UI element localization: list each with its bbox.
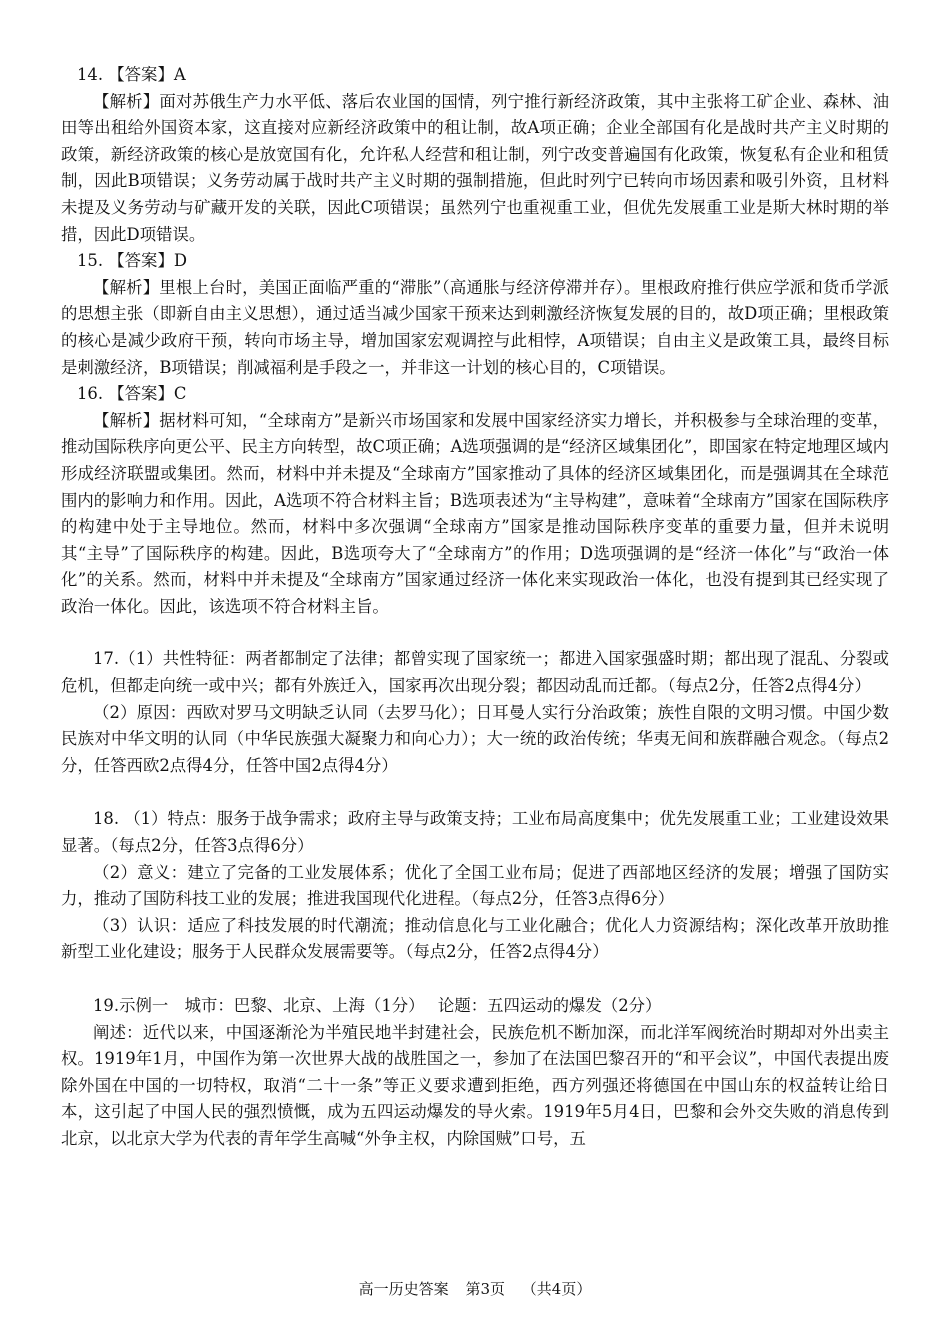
q17-part1: 17.（1）共性特征：两者都制定了法律；都曾实现了国家统一；都进入国家强盛时期；都出现了混乱、分裂或危机，但都走向统一或中兴；都有外族迁入，国家再次出现分裂；都因动乱而迁都。（每点2分，任答2点得4分） (61, 649, 889, 696)
q19-example: 19.示例一 城市：巴黎、北京、上海（1分） 论题：五四运动的爆发（2分） (93, 996, 662, 1015)
q18-part3: （3）认识：适应了科技发展的时代潮流；推动信息化与工业化融合；优化人力资源结构；深化改革开放助推新型工业化建设；服务于人民群众发展需要等。（每点2分，任答2点得4分） (61, 915, 889, 962)
footer-page: 第3页 (465, 1280, 505, 1298)
q15-analysis: 【解析】里根上台时，美国正面临严重的“滞胀”（高通胀与经济停滞并存）。里根政府推行供应学派和货币学派的思想主张（即新自由主义思想），通过适当减少国家干预来达到刺激经济恢复发展的目的，故D项正确；里根政策的核心是减少政府干预，转向市场主导，增加国家宏观调控与此相悖，A项错误；自由主义是政策工具，最终目标是刺激经济，B项错误；削减福利是手段之一，并非这一计划的核心目的，C项错误。 (61, 277, 889, 377)
spacer (61, 966, 889, 993)
q17-part2: （2）原因：西欧对罗马文明缺乏认同（去罗马化）；日耳曼人实行分治政策；族性自限的文明习惯。中国少数民族对中华文明的认同（中华民族强大凝聚力和向心力）；大一统的政治传统；华夷无间和族群融合观念。（每点2分，任答西欧2点得4分，任答中国2点得4分） (61, 702, 889, 775)
footer-total: （共4页） (521, 1280, 592, 1298)
page-footer (0, 1279, 950, 1299)
q19-essay: 阐述：近代以来，中国逐渐沦为半殖民地半封建社会，民族危机不断加深，而北洋军阀统治时期却对外出卖主权。1919年1月，中国作为第一次世界大战的战胜国之一，参加了在法国巴黎召开的“和平会议”，中国代表提出废除外国在中国的一切特权，取消“二十一条”等正义要求遭到拒绝，西方列强还将德国在中国山东的权益转让给日本，这引起了中国人民的强烈愤慨，成为五四运动爆发的导火索。1919年5月4日，巴黎和会外交失败的消息传到北京，以北京大学为代表的青年学生高喊“外争主权，内除国贼”口号，五 (61, 1022, 889, 1148)
spacer (61, 620, 889, 646)
q18-part1: 18. （1）特点：服务于战争需求；政府主导与政策支持；工业布局高度集中；优先发展重工业；工业建设效果显著。（每点2分，任答3点得6分） (61, 809, 889, 856)
q18-part2: （2）意义：建立了完备的工业发展体系；优化了全国工业布局；促进了西部地区经济的发展；增强了国防实力，推动了国防科技工业的发展；推进我国现代化进程。（每点2分，任答3点得6分） (61, 862, 889, 909)
q16-analysis: 【解析】据材料可知，“全球南方”是新兴市场国家和发展中国家经济实力增长，并积极参与全球治理的变革，推动国际秩序向更公平、民主方向转型，故C项正确；A选项强调的是“经济区域集团化”，即国家在特定地理区域内形成经济联盟或集团。然而，材料中并未提及“全球南方”国家推动了具体的经济区域集团化，而是强调其在全球范围内的影响力和作用。因此，A选项不符合材料主旨；B选项表述为“主导构建”，意味着“全球南方”国家在国际秩序的构建中处于主导地位。然而，材料中多次强调“全球南方”国家是推动国际秩序变革的重要力量，但并未说明其“主导”了国际秩序的构建。因此，B选项夸大了“全球南方”的作用；D选项强调的是“经济一体化”与“政治一体化”的关系。然而，材料中并未提及“全球南方”国家通过经济一体化来实现政治一体化，也没有提到其已经实现了政治一体化。因此，该选项不符合材料主旨。 (61, 410, 889, 616)
answer-document (61, 62, 889, 1153)
spacer (61, 779, 889, 806)
footer-title: 高一历史答案 (358, 1280, 449, 1298)
q15-answer: 15. 【答案】D (77, 251, 187, 271)
q14-analysis: 【解析】面对苏俄生产力水平低、落后农业国的国情，列宁推行新经济政策，其中主张将工矿企业、森林、油田等出租给外国资本家，这直接对应新经济政策中的租让制，故A项正确；企业全部国有化是战时共产主义时期的政策，新经济政策的核心是放宽国有化，允许私人经营和租让制，列宁改变普遍国有化政策，恢复私有企业和租赁制，因此B项错误；义务劳动属于战时共产主义时期的强制措施，但此时列宁已转向市场因素和吸引外资，且材料未提及义务劳动与矿藏开发的关联，因此C项错误；虽然列宁也重视重工业，但优先发展重工业是斯大林时期的举措，因此D项错误。 (61, 91, 889, 244)
q14-answer: 14. 【答案】A (77, 65, 186, 84)
q16-answer: 16. 【答案】C (77, 384, 187, 404)
